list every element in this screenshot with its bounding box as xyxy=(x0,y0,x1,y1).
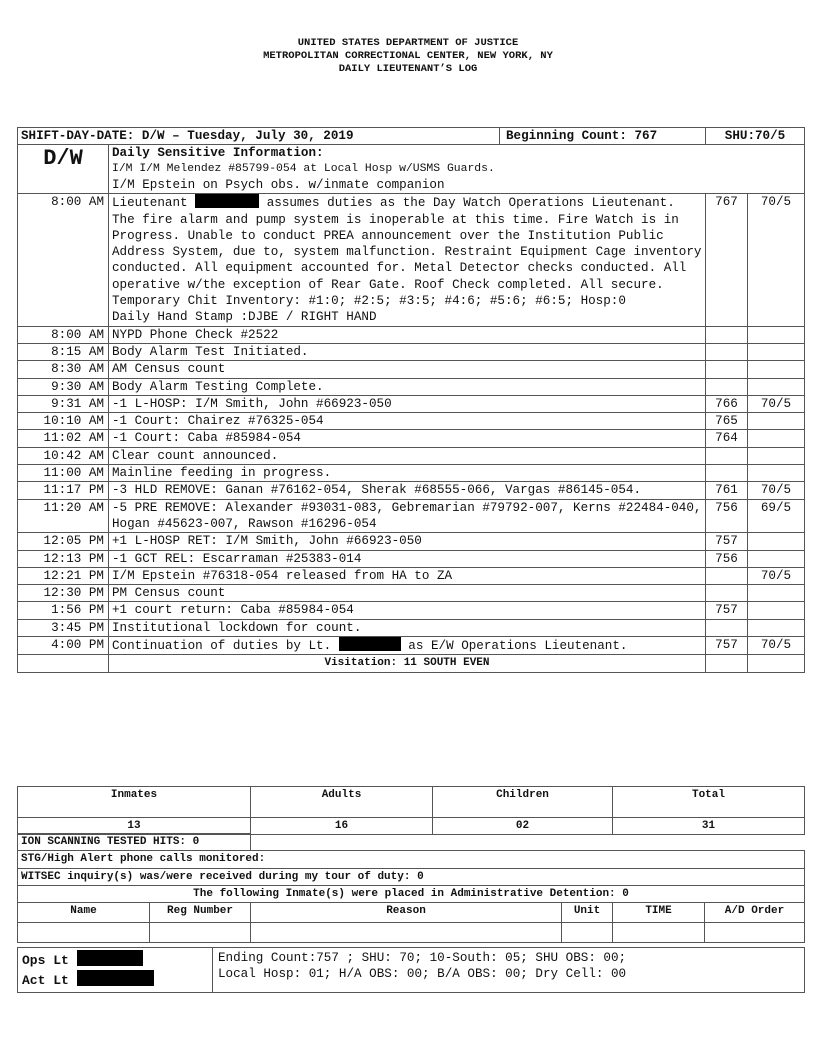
footer-row xyxy=(18,948,805,993)
visitation-total: 31 xyxy=(613,818,805,835)
sensitive-line-1: I/M I/M Melendez #85799-054 at Local Hosp w/USMS Guards. xyxy=(112,163,495,176)
entry-shu xyxy=(748,430,805,447)
shift-code: D/W xyxy=(18,145,109,194)
visitation-header: Total xyxy=(613,787,805,818)
entry-time: 11:00 AM xyxy=(18,465,109,482)
ops-lt-label: Ops Lt xyxy=(22,953,69,968)
visitation-table xyxy=(17,786,805,835)
entry-shu xyxy=(748,343,805,360)
log-entry xyxy=(18,465,805,482)
entry-shu xyxy=(748,619,805,636)
entry-shu xyxy=(748,602,805,619)
entry-text: NYPD Phone Check #2522 xyxy=(109,326,706,343)
entry-shu xyxy=(748,378,805,395)
log-entry xyxy=(18,567,805,584)
entry-count: 757 xyxy=(706,602,748,619)
shift-day-date: SHIFT-DAY-DATE: D/W – Tuesday, July 30, 2019 xyxy=(18,128,500,145)
entry-text: Institutional lockdown for count. xyxy=(109,619,706,636)
entry-text: Body Alarm Testing Complete. xyxy=(109,378,706,395)
entry-count xyxy=(706,567,748,584)
entry-shu: 70/5 xyxy=(748,637,805,655)
redaction xyxy=(77,970,154,986)
witsec-row xyxy=(18,868,805,885)
entry-text: +1 L-HOSP RET: I/M Smith, John #66923-050 xyxy=(109,533,706,550)
entry-time: 8:00 AM xyxy=(18,326,109,343)
admin-header-reason: Reason xyxy=(251,903,562,923)
entry-text: -1 Court: Caba #85984-054 xyxy=(109,430,706,447)
hand-stamp: Daily Hand Stamp :DJBE / RIGHT HAND xyxy=(112,310,377,325)
entry-count xyxy=(706,585,748,602)
entry-text: -1 GCT REL: Escarraman #25383-014 xyxy=(109,550,706,567)
entry-shu xyxy=(748,447,805,464)
entry-text: AM Census count xyxy=(109,361,706,378)
header-line-1: UNITED STATES DEPARTMENT OF JUSTICE xyxy=(297,37,519,49)
witsec-inquiry: WITSEC inquiry(s) was/were received during my tour of duty: 0 xyxy=(18,868,805,885)
entry-time: 12:13 PM xyxy=(18,550,109,567)
entry-time: 8:30 AM xyxy=(18,361,109,378)
stg-row xyxy=(18,851,805,868)
visitation-title-row xyxy=(18,655,805,672)
visitation-title: Visitation: 11 SOUTH EVEN xyxy=(109,655,706,672)
entry-count: 757 xyxy=(706,637,748,655)
entry-count: 761 xyxy=(706,482,748,499)
entry-time: 12:21 PM xyxy=(18,567,109,584)
entry-count: 756 xyxy=(706,499,748,533)
entry-time: 8:15 AM xyxy=(18,343,109,360)
sensitive-row xyxy=(18,145,805,194)
log-entry xyxy=(18,585,805,602)
log-entry xyxy=(18,194,805,326)
entry-text: Clear count announced. xyxy=(109,447,706,464)
document-header xyxy=(0,37,816,76)
signatures xyxy=(18,948,213,993)
act-lt-label: Act Lt xyxy=(22,973,69,988)
entry-count: 765 xyxy=(706,413,748,430)
log-entry xyxy=(18,395,805,412)
entry-count xyxy=(706,465,748,482)
log-entry xyxy=(18,499,805,533)
admin-header-order: A/D Order xyxy=(705,903,805,923)
log-entry xyxy=(18,482,805,499)
log-entry xyxy=(18,361,805,378)
entry-text-b: as E/W Operations Lieutenant. xyxy=(400,639,628,654)
entry-time: 9:30 AM xyxy=(18,378,109,395)
entry-count: 757 xyxy=(706,533,748,550)
act-lt xyxy=(22,970,208,990)
entry-text: Mainline feeding in progress. xyxy=(109,465,706,482)
entry-count: 756 xyxy=(706,550,748,567)
entry-time: 8:00 AM xyxy=(18,194,109,326)
entry-text: Body Alarm Test Initiated. xyxy=(109,343,706,360)
entry-time: 9:31 AM xyxy=(18,395,109,412)
log-table xyxy=(17,127,805,673)
log-entry xyxy=(18,343,805,360)
admin-empty-row xyxy=(18,923,805,943)
entry-shu xyxy=(748,413,805,430)
entry-count xyxy=(706,447,748,464)
log-entry xyxy=(18,413,805,430)
entry-time: 10:42 AM xyxy=(18,447,109,464)
entry-text-a: Continuation of duties by Lt. xyxy=(112,639,339,654)
entry-text-a: Lieutenant xyxy=(112,196,196,211)
entry-time: 1:56 PM xyxy=(18,602,109,619)
visitation-children: 02 xyxy=(433,818,613,835)
admin-table xyxy=(17,833,805,943)
entry-time: 12:30 PM xyxy=(18,585,109,602)
entry-shu: 70/5 xyxy=(748,395,805,412)
beginning-count: Beginning Count: 767 xyxy=(500,128,706,145)
entry-shu: 70/5 xyxy=(748,194,805,326)
entry-shu xyxy=(748,361,805,378)
entry-count xyxy=(706,378,748,395)
header-line-3: DAILY LIEUTENANT’S LOG xyxy=(338,63,478,75)
entry-shu xyxy=(748,326,805,343)
footer-table xyxy=(17,947,805,993)
log-entry xyxy=(18,602,805,619)
entry-count xyxy=(706,326,748,343)
redaction xyxy=(77,950,143,966)
stg-calls: STG/High Alert phone calls monitored: xyxy=(18,851,805,868)
entry-text: -1 L-HOSP: I/M Smith, John #66923-050 xyxy=(109,395,706,412)
entry-time: 11:17 PM xyxy=(18,482,109,499)
entry-shu: 70/5 xyxy=(748,567,805,584)
entry-text: I/M Epstein #76318-054 released from HA to ZA xyxy=(109,567,706,584)
entry-text: +1 court return: Caba #85984-054 xyxy=(109,602,706,619)
shu-count: SHU:70/5 xyxy=(706,128,805,145)
visitation-header-row xyxy=(18,787,805,818)
visitation-header: Children xyxy=(433,787,613,818)
entry-shu xyxy=(748,533,805,550)
entry-shu xyxy=(748,585,805,602)
ops-lt xyxy=(22,950,208,970)
admin-header-unit: Unit xyxy=(562,903,613,923)
log-entry xyxy=(18,326,805,343)
admin-title-row xyxy=(18,885,805,902)
ending-count-line-2: Local Hosp: 01; H/A OBS: 00; B/A OBS: 00; Dry Cell: 00 xyxy=(218,967,627,982)
sensitive-line-2: I/M Epstein on Psych obs. w/inmate companion xyxy=(112,178,445,193)
log-entry xyxy=(18,447,805,464)
entry-time: 4:00 PM xyxy=(18,637,109,655)
entry-text-b: assumes duties as the Day Watch Operations Lieutenant. The fire alarm and pump system is inoperable at this time. Fire Watch is in Progress. Unable to conduct PREA announcement over the Institution Public Address System, due to, system malfunction. Restraint Equipment Cage inventory conducted. All equipment accounted for. Metal Detector checks conducted. All operative w/the exception of Rear Gate. Roof Check completed. All secure. Temporary Chit Inventory: #1:0; #2:5; #3:5; #4:6; #5:6; #6:5; Hosp:0 xyxy=(112,196,702,309)
entry-count: 767 xyxy=(706,194,748,326)
entry-count xyxy=(706,343,748,360)
log-entry xyxy=(18,619,805,636)
entry-count: 764 xyxy=(706,430,748,447)
ending-count-line-1: Ending Count:757 ; SHU: 70; 10-South: 05; SHU OBS: 00; xyxy=(218,951,627,965)
admin-header-reg: Reg Number xyxy=(150,903,251,923)
entry-shu xyxy=(748,465,805,482)
ion-scanning: ION SCANNING TESTED HITS: 0 xyxy=(18,834,251,851)
entry-time: 3:45 PM xyxy=(18,619,109,636)
entry-shu: 70/5 xyxy=(748,482,805,499)
entry-count: 766 xyxy=(706,395,748,412)
entry-text xyxy=(109,194,706,326)
log-entry xyxy=(18,550,805,567)
entry-time: 12:05 PM xyxy=(18,533,109,550)
admin-header-name: Name xyxy=(18,903,150,923)
visitation-inmates: 13 xyxy=(18,818,251,835)
header-line-2: METROPOLITAN CORRECTIONAL CENTER, NEW YORK, NY xyxy=(263,50,553,62)
log-entry xyxy=(18,430,805,447)
admin-header-row xyxy=(18,903,805,923)
entry-time: 10:10 AM xyxy=(18,413,109,430)
entry-count xyxy=(706,361,748,378)
admin-header-time: TIME xyxy=(613,903,705,923)
sensitive-info xyxy=(109,145,805,194)
entry-count xyxy=(706,619,748,636)
entry-shu xyxy=(748,550,805,567)
entry-text: -3 HLD REMOVE: Ganan #76162-054, Sherak #68555-066, Vargas #86145-054. xyxy=(109,482,706,499)
admin-detention-title: The following Inmate(s) were placed in Administrative Detention: 0 xyxy=(18,885,805,902)
log-entry xyxy=(18,637,805,655)
visitation-header: Inmates xyxy=(18,787,251,818)
log-entries xyxy=(18,326,805,636)
shift-row xyxy=(18,128,805,145)
entry-text: -1 Court: Chairez #76325-054 xyxy=(109,413,706,430)
entry-time: 11:02 AM xyxy=(18,430,109,447)
sensitive-title: Daily Sensitive Information: xyxy=(112,146,324,161)
entry-shu: 69/5 xyxy=(748,499,805,533)
log-entry xyxy=(18,378,805,395)
entry-time: 11:20 AM xyxy=(18,499,109,533)
log-entry xyxy=(18,533,805,550)
entry-text xyxy=(109,637,706,655)
visitation-adults: 16 xyxy=(251,818,433,835)
redaction xyxy=(195,194,259,208)
redaction xyxy=(339,637,401,651)
entry-text: -5 PRE REMOVE: Alexander #93031-083, Gebremarian #79792-007, Kerns #22484-040, Hogan #45623-007, Rawson #16296-054 xyxy=(109,499,706,533)
ending-counts xyxy=(213,948,805,993)
entry-text: PM Census count xyxy=(109,585,706,602)
visitation-header: Adults xyxy=(251,787,433,818)
ion-row xyxy=(18,834,805,851)
